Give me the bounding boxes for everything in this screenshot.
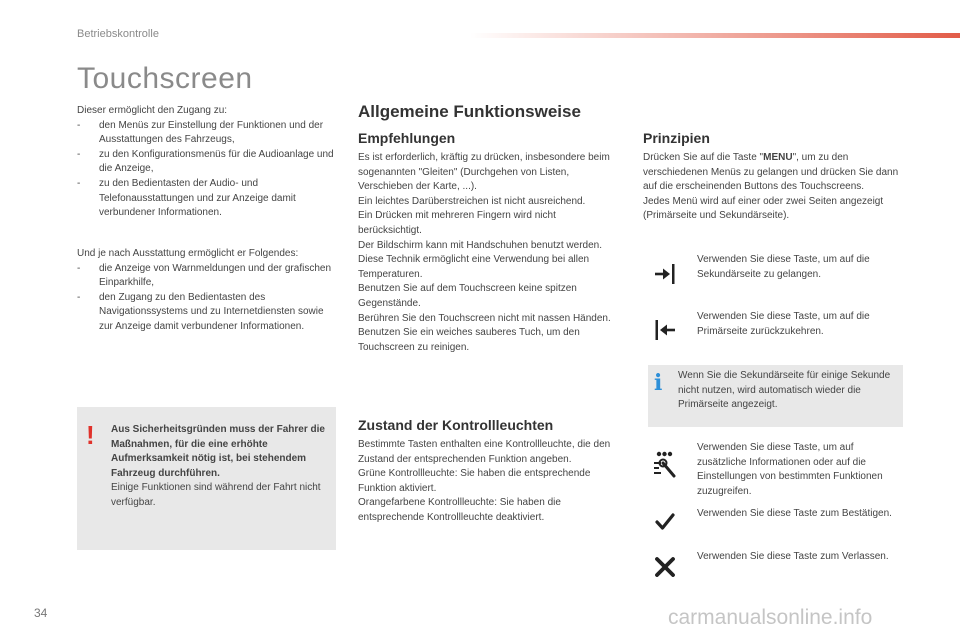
- paragraph: Ein Drücken mit mehreren Fingern wird nicht berücksichtigt.: [358, 210, 556, 236]
- options-icon: [652, 450, 678, 480]
- menu-key: MENU: [763, 152, 793, 163]
- info-text: Wenn Sie die Sekundärseite für einige Sekunde nicht nutzen, wird automatisch wieder die Primärseite angezeigt.: [678, 370, 891, 411]
- paragraph: Orangefarbene Kontrollleuchte: Sie haben die entsprechende Kontrollleuchte deaktiviert.: [358, 497, 561, 523]
- section-label: Betriebskontrolle: [77, 28, 159, 40]
- paragraph: Ein leichtes Darüberstreichen ist nicht ausreichend.: [358, 195, 586, 207]
- empfehlungen-text: [358, 151, 616, 355]
- paragraph: Bestimmte Tasten enthalten eine Kontrollleuchte, die den Zustand der entsprechenden Funktion angeben.: [358, 439, 611, 465]
- paragraph: Benutzen Sie ein weiches sauberes Tuch, um den Touchscreen zu reinigen.: [358, 327, 580, 353]
- list-item: - den Menüs zur Einstellung der Funktionen und der Ausstattungen des Fahrzeugs,: [77, 119, 339, 148]
- prinzipien-text: [643, 151, 905, 224]
- paragraph: Der Bildschirm kann mit Handschuhen benutzt werden. Diese Technik ermöglicht eine Verwendung bei allen Temperaturen.: [358, 239, 603, 280]
- intro-list-2: [77, 262, 339, 335]
- next-page-icon: [654, 263, 676, 285]
- intro-lead: Dieser ermöglicht den Zugang zu:: [77, 105, 228, 116]
- options-text: Verwenden Sie diese Taste, um auf zusätzliche Informationen oder auf die Einstellungen von bestimmten Funktionen zuzugreifen.: [697, 442, 883, 497]
- intro-list: [77, 119, 339, 221]
- next-page-text: Verwenden Sie diese Taste, um auf die Sekundärseite zu gelangen.: [697, 254, 870, 280]
- intro-block-2: [77, 247, 339, 335]
- paragraph: Grüne Kontrollleuchte: Sie haben die entsprechende Funktion aktiviert.: [358, 468, 591, 494]
- page-title: Touchscreen: [77, 62, 253, 95]
- info-icon: i: [654, 370, 663, 396]
- empfehlungen-heading: Empfehlungen: [358, 130, 456, 146]
- confirm-text: Verwenden Sie diese Taste zum Bestätigen.: [697, 508, 892, 519]
- paragraph: Jedes Menü wird auf einer oder zwei Seiten angezeigt (Primärseite und Sekundärseite).: [643, 195, 884, 222]
- previous-page-icon: [654, 319, 676, 341]
- prinzipien-heading: Prinzipien: [643, 130, 710, 146]
- warning-icon: !: [86, 420, 95, 450]
- kontrollleuchten-text: [358, 438, 616, 526]
- warning-text: [111, 423, 326, 511]
- list-item: - den Zugang zu den Bedientasten des Navigationssystems und zu Internetdiensten sowie zur Anzeige damit verbundener Informationen.: [77, 291, 339, 335]
- close-text: Verwenden Sie diese Taste zum Verlassen.: [697, 551, 889, 562]
- list-item: - zu den Bedientasten der Audio- und Telefonausstattungen und zur Anzeige damit verbundener Informationen.: [77, 177, 339, 221]
- main-heading: Allgemeine Funktionsweise: [358, 102, 581, 121]
- kontrollleuchten-heading: Zustand der Kontrollleuchten: [358, 417, 554, 433]
- header-rule: [470, 33, 960, 38]
- close-icon: [655, 557, 675, 577]
- paragraph: Es ist erforderlich, kräftig zu drücken, insbesondere beim sogenannten "Gleiten" (Durchgehen von Listen, Verschieben der Karte, ...).: [358, 152, 610, 193]
- list-item: - zu den Konfigurationsmenüs für die Audioanlage und die Anzeige,: [77, 148, 339, 177]
- paragraph: Berühren Sie den Touchscreen nicht mit nassen Händen.: [358, 312, 611, 324]
- paragraph: Drücken Sie auf die Taste "MENU", um zu den verschiedenen Menüs zu gelangen und drücken Sie dann auf die erscheinenden Buttons des Touchscreens.: [643, 152, 899, 193]
- page-number: 34: [34, 606, 48, 620]
- warning-bold: Aus Sicherheitsgründen muss der Fahrer die Maßnahmen, für die eine erhöhte Aufmerksamkeit nötig ist, bei stehendem Fahrzeug durchführen.: [111, 424, 325, 479]
- intro-lead-2: Und je nach Ausstattung ermöglicht er Folgendes:: [77, 248, 299, 259]
- previous-page-text: Verwenden Sie diese Taste, um auf die Primärseite zurückzukehren.: [697, 311, 870, 337]
- confirm-icon: [655, 513, 675, 531]
- list-item: - die Anzeige von Warnmeldungen und der grafischen Einparkhilfe,: [77, 262, 339, 291]
- intro-block: [77, 104, 339, 221]
- watermark: carmanualsonline.info: [668, 606, 873, 629]
- paragraph: Benutzen Sie auf dem Touchscreen keine spitzen Gegenstände.: [358, 283, 577, 309]
- warning-note: Einige Funktionen sind während der Fahrt nicht verfügbar.: [111, 482, 321, 508]
